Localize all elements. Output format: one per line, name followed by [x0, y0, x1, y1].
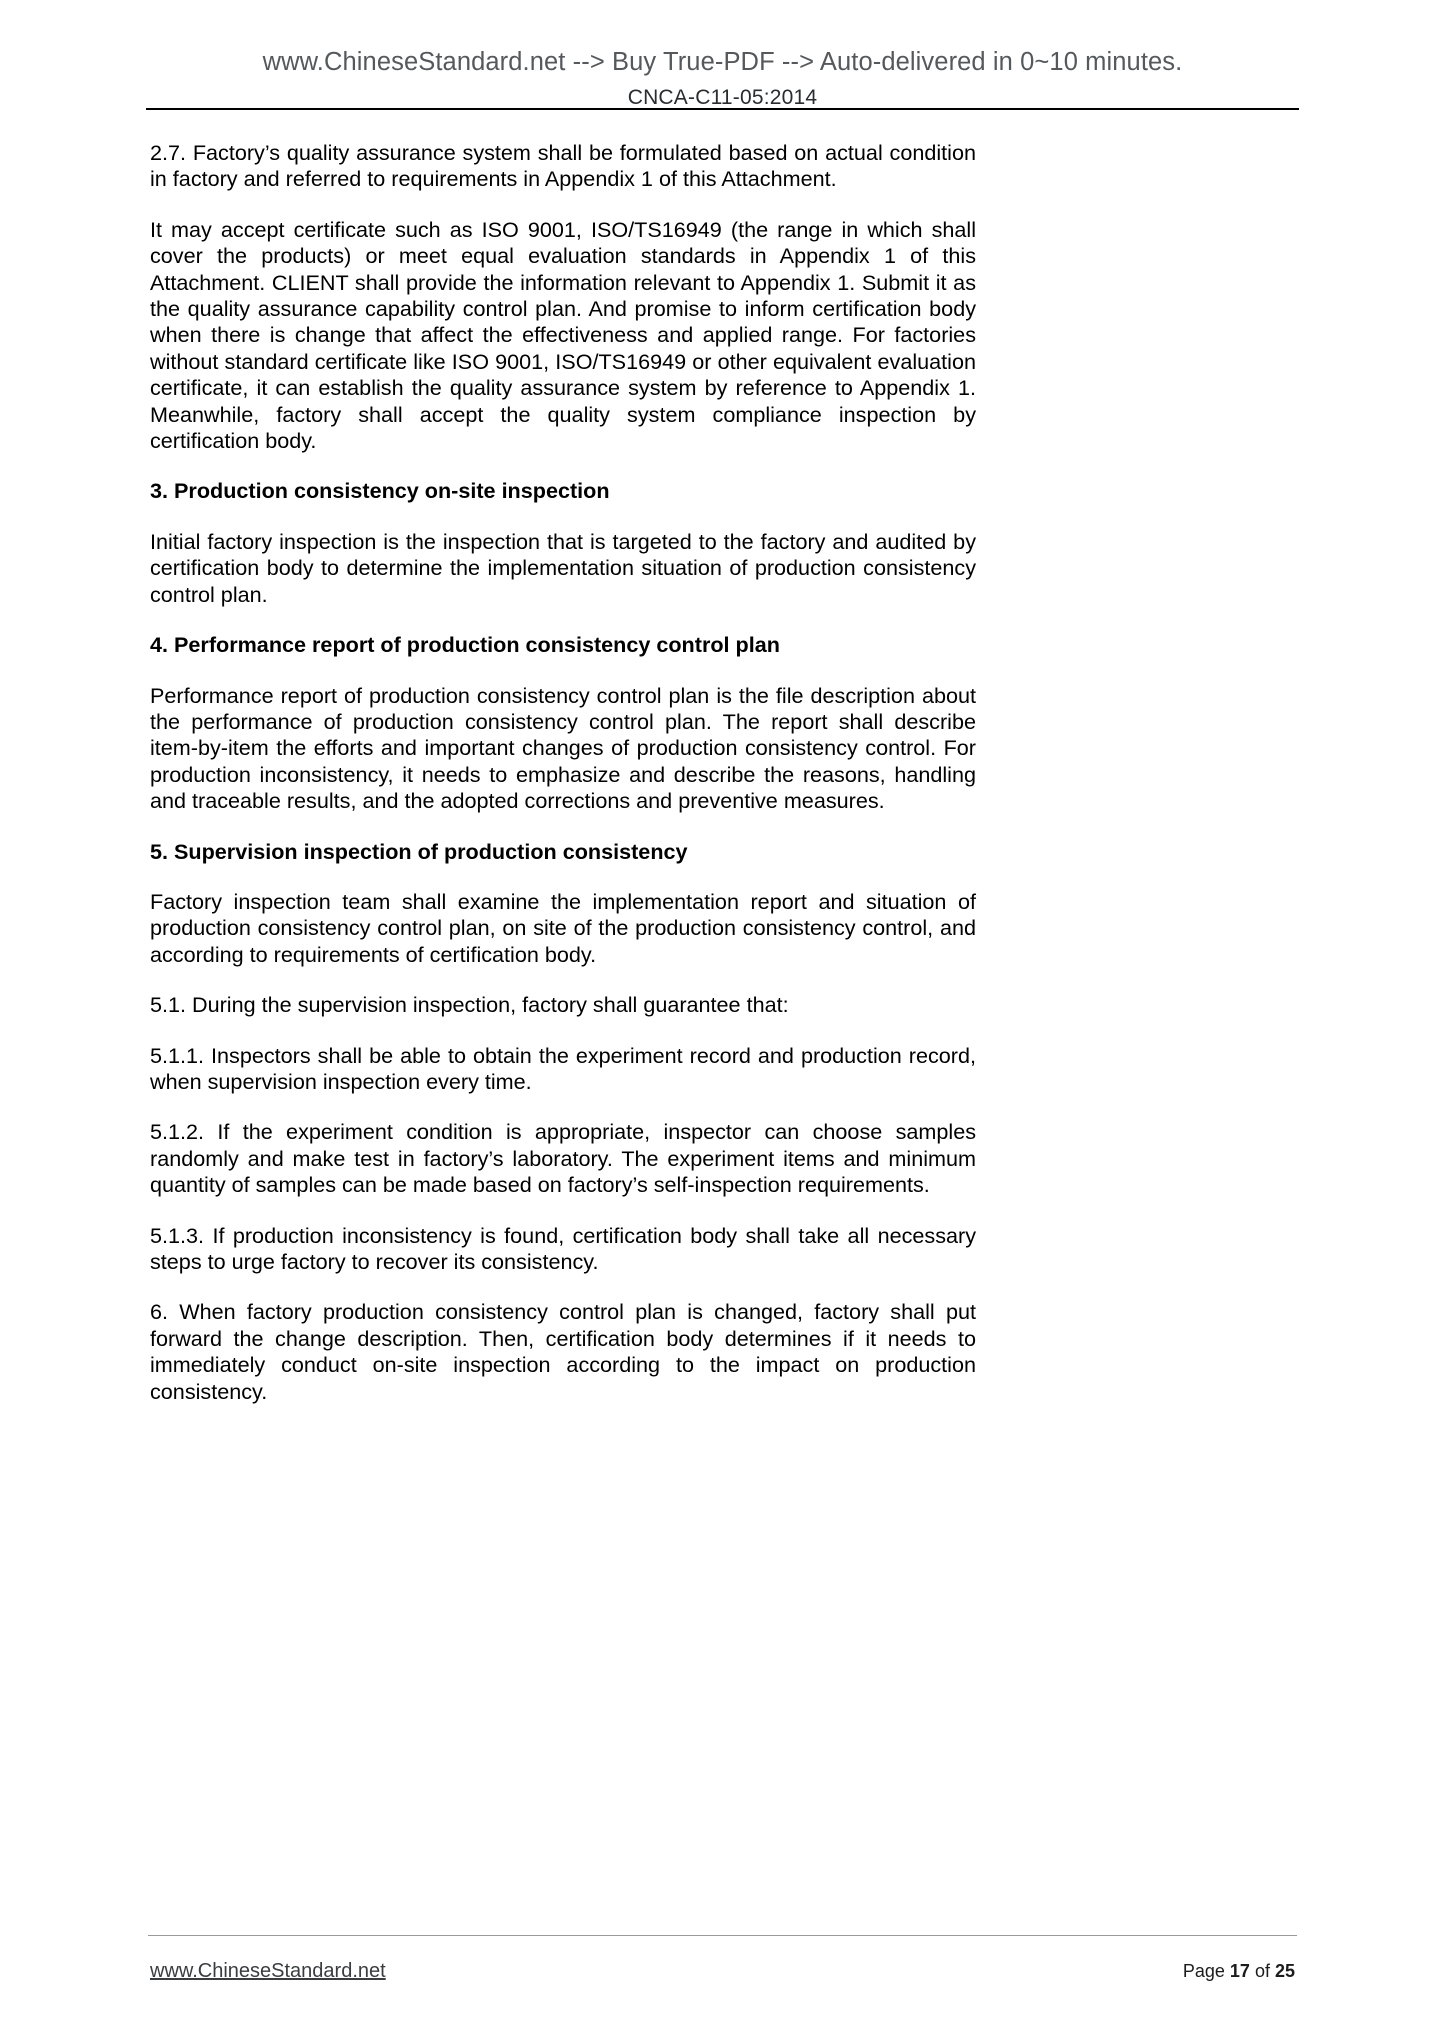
page-number-indicator	[1183, 1961, 1295, 1982]
page-number-total: 25	[1274, 1960, 1295, 1981]
page-number-current: 17	[1229, 1960, 1250, 1981]
paragraph-performance-report-body: Performance report of production consistency control plan is the file description about the performance of production consistency control plan. The report shall describe item-by-item the efforts and important changes of production consistency control. For production inconsistency, it needs to emphasize and describe the reasons, handling and traceable results, and the adopted corrections and preventive measures.	[150, 682, 976, 814]
footer-divider	[148, 1935, 1297, 1936]
paragraph-5-1-3: 5.1.3. If production inconsistency is found, certification body shall take all necessary steps to urge factory to recover its consistency.	[150, 1222, 976, 1274]
paragraph-iso-certificates: It may accept certificate such as ISO 9001, ISO/TS16949 (the range in which shall cover the products) or meet equal evaluation standards in Appendix 1 of this Attachment. CLIENT shall provide the information relevant to Appendix 1. Submit it as the quality assurance capability control plan. And promise to inform certification body when there is change that affect the effectiveness and applied range. For factories without standard certificate like ISO 9001, ISO/TS16949 or other equivalent evaluation certificate, it can establish the quality assurance system by reference to Appendix 1. Meanwhile, factory shall accept the quality system compliance inspection by certification body.	[150, 216, 976, 454]
heading-5-supervision-inspection: 5. Supervision inspection of production consistency	[150, 838, 688, 864]
page-footer	[150, 1956, 1295, 1986]
heading-3-production-consistency-on-site-inspection: 3. Production consistency on-site inspection	[150, 478, 610, 504]
paragraph-initial-factory-inspection: Initial factory inspection is the inspection that is targeted to the factory and audited by certification body to determine the implementation situation of production consistency control plan.	[150, 528, 976, 607]
page-header	[0, 0, 1445, 110]
paragraph-5-1: 5.1. During the supervision inspection, factory shall guarantee that:	[150, 992, 789, 1018]
footer-site-link[interactable]: www.ChineseStandard.net	[150, 1959, 386, 1982]
document-code: CNCA-C11-05:2014	[627, 86, 818, 109]
document-body	[150, 140, 976, 1405]
header-divider	[146, 108, 1299, 110]
page-label-middle: of	[1249, 1960, 1275, 1981]
paragraph-2-7: 2.7. Factory’s quality assurance system shall be formulated based on actual condition in factory and referred to requirements in Appendix 1 of this Attachment.	[150, 140, 976, 192]
paragraph-5-1-2: 5.1.2. If the experiment condition is appropriate, inspector can choose samples randomly and make test in factory’s laboratory. The experiment items and minimum quantity of samples can be made based on factory’s self-inspection requirements.	[150, 1119, 976, 1198]
page-label-prefix: Page	[1182, 1960, 1230, 1981]
paragraph-5-1-1: 5.1.1. Inspectors shall be able to obtain the experiment record and production record, when supervision inspection every time.	[150, 1042, 976, 1094]
heading-4-performance-report: 4. Performance report of production consistency control plan	[150, 632, 780, 658]
paragraph-supervision-body: Factory inspection team shall examine the implementation report and situation of production consistency control plan, on site of the production consistency control, and according to requirements of certification body.	[150, 888, 976, 967]
promo-banner-text: www.ChineseStandard.net --> Buy True-PDF --> Auto-delivered in 0~10 minutes.	[262, 48, 1183, 76]
paragraph-6: 6. When factory production consistency control plan is changed, factory shall put forward the change description. Then, certification body determines if it needs to immediately conduct on-site inspection according to the impact on production consistency.	[150, 1299, 976, 1404]
